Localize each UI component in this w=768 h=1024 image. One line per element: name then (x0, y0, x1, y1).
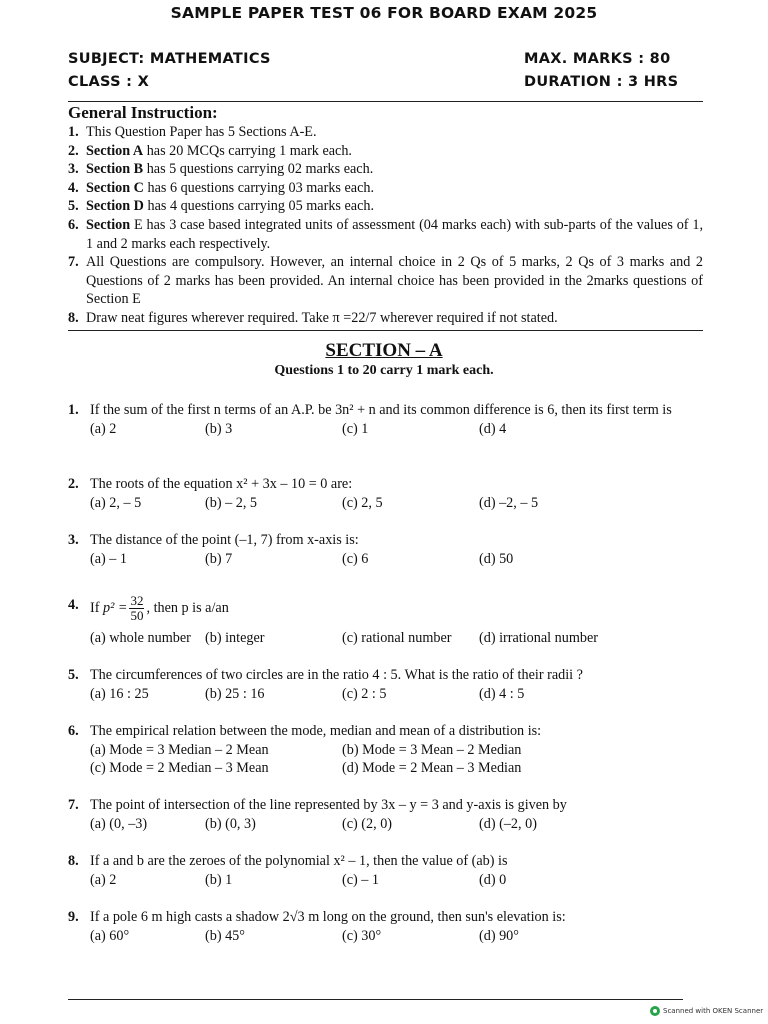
question-options (90, 629, 703, 648)
instruction-item: 8. Draw neat figures wherever required. Take π =22/7 wherever required if not stated. (68, 309, 558, 326)
question-number: 3. (68, 532, 79, 548)
question-number: 2. (68, 476, 79, 492)
question-options (90, 759, 703, 778)
variable-p: p² = (103, 600, 128, 616)
fraction: $\frac{32}{50}$ (130, 593, 144, 624)
class-label: CLASS : X (68, 74, 150, 90)
option-a: (a) 60° (90, 927, 130, 944)
question-number: 6. (68, 723, 79, 739)
question-stem: If a and b are the zeroes of the polynomial x² – 1, then the value of (ab) is (90, 853, 508, 869)
option-d: (d) 0 (479, 871, 507, 888)
question-stem: If p² = $\frac{32}{50}$ , then p is a/an (90, 593, 229, 624)
question-5 (68, 666, 703, 703)
option-a: (a) 2 (90, 871, 117, 888)
header-divider (68, 101, 703, 102)
duration-label: DURATION : 3 HRS (524, 74, 679, 90)
option-d: (d) –2, – 5 (479, 494, 539, 511)
instruction-item: 5. Section D has 4 questions carrying 05 marks each. (68, 198, 375, 215)
question-number: 9. (68, 909, 79, 925)
question-stem: The empirical relation between the mode, median and mean of a distribution is: (90, 723, 542, 739)
scanner-watermark (650, 1006, 763, 1016)
option-b: (b) integer (205, 630, 265, 646)
question-number: 5. (68, 667, 79, 683)
instructions-divider (68, 330, 703, 331)
question-2 (68, 475, 703, 512)
option-a: (a) whole number (90, 630, 191, 646)
question-stem: If the sum of the first n terms of an A.P. be 3n² + n and its common difference is 6, then its first term is (90, 402, 672, 418)
option-d: (d) irrational number (479, 630, 598, 646)
option-d: (d) 4 (479, 420, 507, 437)
option-b: (b) 7 (205, 550, 233, 567)
option-c: (c) 30° (342, 927, 382, 944)
question-number: 1. (68, 402, 79, 418)
question-6 (68, 722, 703, 778)
section-subheading: Questions 1 to 20 carry 1 mark each. (274, 363, 494, 378)
instruction-item: 1. This Question Paper has 5 Sections A-E. (68, 124, 317, 140)
question-1 (68, 401, 703, 438)
question-options (90, 815, 703, 834)
instructions-list (68, 123, 703, 328)
option-d: (d) 90° (479, 927, 519, 944)
max-marks-label: MAX. MARKS : 80 (524, 51, 671, 67)
option-d: (d) (–2, 0) (479, 815, 537, 832)
instruction-item: 6. Section E has 3 case based integrated units of assessment (04 marks each) with sub-parts of the values of 1, 1 and 2 marks each respectively. (68, 216, 703, 252)
option-a: (a) 16 : 25 (90, 685, 149, 702)
section-heading: SECTION – A (325, 340, 443, 361)
question-options (90, 420, 703, 439)
scanner-watermark-text: Scanned with OKEN Scanner (663, 1007, 764, 1015)
option-b: (b) 45° (205, 927, 245, 944)
option-d: (d) Mode = 2 Mean – 3 Median (342, 760, 522, 777)
question-number: 8. (68, 853, 79, 869)
option-a: (a) 2 (90, 420, 117, 437)
option-c: (c) (2, 0) (342, 815, 393, 832)
instruction-item: 7. All Questions are compulsory. However, an internal choice in 2 Qs of 5 marks, 2 Qs of 3 marks and 2 Questions of 2 marks has been provided. An internal choice has been provided in the 2marks questions of Section E (68, 254, 703, 308)
question-options (90, 927, 703, 946)
question-number: 4. (68, 597, 79, 613)
instruction-item: 3. Section B has 5 questions carrying 02 marks each. (68, 161, 374, 178)
option-b: (b) 1 (205, 871, 233, 888)
question-stem: The distance of the point (–1, 7) from x-axis is: (90, 532, 359, 548)
question-4 (68, 590, 703, 648)
instruction-item: 2. Section A has 20 MCQs carrying 1 mark each. (68, 142, 352, 159)
question-stem: The roots of the equation x² + 3x – 10 = 0 are: (90, 476, 353, 492)
subject-label: SUBJECT: MATHEMATICS (68, 51, 271, 67)
option-c: (c) 6 (342, 550, 369, 567)
option-a: (a) 2, – 5 (90, 494, 142, 511)
question-9 (68, 908, 703, 945)
scanner-logo-icon (650, 1006, 660, 1016)
option-b: (b) Mode = 3 Mean – 2 Median (342, 741, 522, 758)
option-d: (d) 50 (479, 550, 514, 567)
question-stem: If a pole 6 m high casts a shadow 2√3 m long on the ground, then sun's elevation is: (90, 909, 566, 925)
option-b: (b) 25 : 16 (205, 685, 265, 702)
option-c: (c) rational number (342, 630, 452, 646)
option-d: (d) 4 : 5 (479, 685, 525, 702)
question-options (90, 685, 703, 704)
question-options (90, 494, 703, 513)
option-a: (a) (0, –3) (90, 815, 148, 832)
option-a: (a) – 1 (90, 550, 128, 567)
option-c: (c) Mode = 2 Median – 3 Mean (90, 760, 269, 777)
question-8 (68, 852, 703, 889)
question-stem: The circumferences of two circles are in the ratio 4 : 5. What is the ratio of their radii ? (90, 667, 583, 683)
instructions-heading: General Instruction: (68, 103, 218, 122)
question-stem: The point of intersection of the line represented by 3x – y = 3 and y-axis is given by (90, 797, 567, 813)
question-options (90, 741, 703, 760)
option-b: (b) 3 (205, 420, 233, 437)
paper-title: SAMPLE PAPER TEST 06 FOR BOARD EXAM 2025 (170, 4, 598, 22)
question-number: 7. (68, 797, 79, 813)
question-3 (68, 531, 703, 568)
option-c: (c) 2, 5 (342, 494, 383, 511)
question-7 (68, 796, 703, 833)
instruction-item: 4. Section C has 6 questions carrying 03 marks each. (68, 179, 375, 196)
footer-divider (68, 999, 683, 1000)
question-options (90, 550, 703, 569)
option-a: (a) Mode = 3 Median – 2 Mean (90, 741, 269, 758)
question-options (90, 871, 703, 890)
option-c: (c) – 1 (342, 871, 380, 888)
option-c: (c) 1 (342, 420, 369, 437)
option-b: (b) – 2, 5 (205, 494, 258, 511)
option-c: (c) 2 : 5 (342, 685, 387, 702)
option-b: (b) (0, 3) (205, 815, 256, 832)
